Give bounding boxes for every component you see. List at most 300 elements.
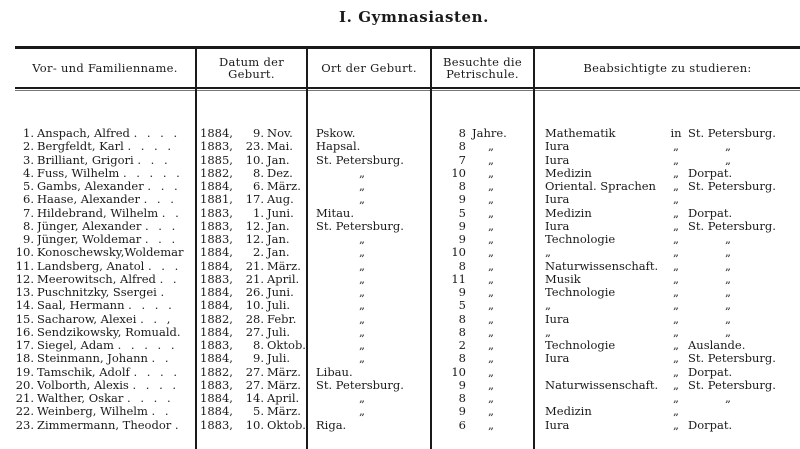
study-city: St. Petersburg. — [688, 377, 776, 392]
row-number: 14. — [15, 298, 34, 313]
birth-place: Libau. — [316, 364, 353, 379]
leader-dots: . . . — [147, 259, 182, 273]
school-years: 10 — [451, 245, 466, 260]
birth-place: Hapsal. — [316, 139, 361, 154]
birth-day: 5. — [253, 404, 264, 419]
table-row — [0, 127, 800, 140]
intended-subject: Medizin — [545, 404, 592, 419]
birth-year: 1883, — [200, 205, 233, 220]
study-city: „ — [725, 311, 731, 326]
student-name-text: Sendzikowsky, Romuald. — [37, 325, 181, 339]
birth-month: April. — [267, 391, 300, 405]
student-name-text: Konoschewsky,Woldemar — [37, 246, 184, 260]
school-years-unit: „ — [488, 404, 494, 419]
student-name-text: Puschnitzky, Ssergei — [37, 286, 157, 299]
in-word: „ — [673, 298, 679, 313]
birth-day: 28. — [245, 311, 264, 326]
school-years: 9 — [458, 285, 466, 299]
row-number: 17. — [15, 338, 34, 352]
study-city: Dorpat. — [688, 364, 733, 379]
birth-place: „ — [359, 391, 365, 405]
birth-year: 1884, — [200, 324, 233, 339]
leader-dots: . . . . — [128, 299, 175, 313]
birth-place: „ — [359, 179, 365, 193]
student-name — [37, 233, 190, 246]
birth-day: 6. — [253, 179, 264, 193]
school-years: 8 — [458, 126, 466, 140]
school-years: 9 — [458, 218, 466, 233]
header-date: Datum der Geburt. — [218, 55, 285, 81]
student-name — [37, 193, 190, 206]
birth-day: 2. — [253, 245, 264, 260]
study-city: Dorpat. — [688, 165, 733, 180]
leader-dots: . . . — [144, 233, 179, 246]
birth-day: 14. — [245, 391, 264, 405]
birth-place: „ — [359, 298, 365, 313]
table-row — [0, 180, 800, 193]
birth-year: 1881, — [200, 192, 233, 207]
student-name — [37, 246, 190, 259]
header-bottom-rule-thin — [15, 90, 800, 91]
student-name-text: Anspach, Alfred — [37, 127, 130, 140]
intended-subject: Technologie — [545, 338, 616, 352]
birth-place: „ — [359, 192, 365, 207]
leader-dots: . . — [151, 405, 172, 419]
birth-month: Oktob. — [267, 338, 306, 352]
student-name-text: Jünger, Alexander — [37, 219, 142, 233]
in-word: in — [670, 126, 682, 140]
birth-month: Oktob. — [267, 417, 306, 432]
table-row — [0, 366, 800, 379]
birth-month: März. — [267, 404, 301, 419]
school-years: 8 — [458, 391, 466, 405]
table-row — [0, 233, 800, 246]
intended-subject: Medizin — [545, 165, 592, 180]
header-place: Ort der Geburt. — [321, 61, 417, 75]
intended-subject: Iura — [545, 218, 570, 233]
school-years-unit: „ — [488, 298, 494, 313]
table-row — [0, 193, 800, 206]
row-number: 3. — [23, 152, 34, 167]
study-city: „ — [725, 232, 731, 246]
birth-month: Juni. — [267, 285, 294, 299]
leader-dots: . . — [159, 272, 180, 286]
birth-month: Jan. — [267, 152, 290, 167]
birth-day: 23. — [245, 139, 264, 154]
intended-subject: „ — [545, 245, 551, 260]
birth-day: 9. — [253, 126, 264, 140]
birth-year: 1884, — [200, 404, 233, 419]
birth-place: Riga. — [316, 417, 347, 432]
intended-subject: Iura — [545, 417, 570, 432]
leader-dots: . . , — [140, 312, 174, 326]
row-number: 16. — [15, 324, 34, 339]
birth-month: Dez. — [267, 165, 293, 180]
row-number: 20. — [15, 377, 34, 392]
student-name — [37, 154, 190, 167]
birth-day: 10. — [245, 298, 264, 313]
student-name — [37, 260, 190, 273]
student-name — [37, 127, 190, 140]
student-name — [37, 299, 190, 312]
birth-day: 8. — [253, 338, 264, 352]
intended-subject: „ — [545, 298, 551, 313]
intended-subject: Medizin — [545, 205, 592, 220]
student-name-text: Zimmermann, Theodor — [37, 418, 172, 432]
school-years-unit: „ — [488, 165, 494, 180]
school-years: 9 — [458, 404, 466, 419]
school-years: 8 — [458, 179, 466, 193]
student-name — [37, 339, 190, 352]
study-city: „ — [725, 245, 731, 260]
row-number: 1. — [23, 126, 34, 140]
student-name — [37, 273, 190, 286]
leader-dots: . . — [151, 352, 172, 366]
header-study: Beabsichtigte zu studieren: — [583, 61, 752, 75]
student-name — [37, 167, 190, 180]
birth-year: 1883, — [200, 218, 233, 233]
study-city: St. Petersburg. — [688, 179, 776, 193]
birth-day: 12. — [245, 232, 264, 246]
table-row — [0, 207, 800, 220]
in-word: „ — [673, 165, 679, 180]
leader-dots: . — [160, 286, 168, 299]
school-years-unit: Jahre. — [472, 126, 507, 140]
birth-day: 8. — [253, 165, 264, 180]
school-years-unit: „ — [488, 152, 494, 167]
school-years: 2 — [458, 338, 466, 352]
birth-month: März. — [267, 179, 301, 193]
table-row — [0, 154, 800, 167]
student-name — [37, 286, 190, 299]
school-years-unit: „ — [488, 351, 494, 366]
birth-year: 1882, — [200, 311, 233, 326]
school-years: 8 — [458, 351, 466, 366]
table-row — [0, 246, 800, 259]
school-years-unit: „ — [488, 285, 494, 299]
birth-place: Mitau. — [316, 205, 354, 220]
school-years: 8 — [458, 311, 466, 326]
birth-day: 9. — [253, 351, 264, 366]
header-bottom-rule — [15, 87, 800, 89]
study-city: Dorpat. — [688, 417, 733, 432]
birth-place: „ — [359, 245, 365, 260]
school-years-unit: „ — [488, 364, 494, 379]
birth-day: 12. — [245, 218, 264, 233]
table-row — [0, 339, 800, 352]
intended-subject: Oriental. Sprachen — [545, 179, 656, 193]
row-number: 21. — [15, 391, 34, 405]
birth-day: 27. — [245, 377, 264, 392]
row-number: 19. — [15, 364, 34, 379]
birth-place: St. Petersburg. — [316, 152, 404, 167]
birth-day: 17. — [245, 192, 264, 207]
in-word: „ — [673, 417, 679, 432]
student-name — [37, 140, 190, 153]
birth-day: 1. — [253, 205, 264, 220]
intended-subject: „ — [545, 324, 551, 339]
row-number: 15. — [15, 311, 34, 326]
student-name-text: Steinmann, Johann — [37, 352, 148, 366]
school-years: 5 — [458, 298, 466, 313]
birth-place: Pskow. — [316, 126, 356, 140]
birth-month: Juni. — [267, 205, 294, 220]
school-years: 9 — [458, 232, 466, 246]
in-word: „ — [673, 218, 679, 233]
student-name-text: Sacharow, Alexei — [37, 312, 137, 326]
school-years: 10 — [451, 364, 466, 379]
student-name — [37, 405, 190, 418]
student-name-text: Haase, Alexander — [37, 193, 140, 207]
intended-subject: Musik — [545, 271, 581, 286]
student-name-text: Landsberg, Anatol — [37, 259, 145, 273]
student-name — [37, 313, 190, 326]
row-number: 18. — [15, 351, 34, 366]
school-years-unit: „ — [488, 258, 494, 273]
birth-place: „ — [359, 404, 365, 419]
intended-subject: Naturwissenschaft. — [545, 377, 659, 392]
row-number: 4. — [23, 165, 34, 180]
intended-subject: Iura — [545, 311, 570, 326]
birth-year: 1884, — [200, 126, 233, 140]
birth-month: März. — [267, 258, 301, 273]
row-number: 11. — [15, 258, 34, 273]
birth-year: 1883, — [200, 377, 233, 392]
student-name-text: Siegel, Adam — [37, 339, 114, 352]
table-row — [0, 405, 800, 418]
table-row — [0, 352, 800, 365]
row-number: 23. — [15, 417, 34, 432]
table-row — [0, 299, 800, 312]
birth-day: 27. — [245, 324, 264, 339]
in-word: „ — [673, 285, 679, 299]
school-years: 11 — [451, 271, 466, 286]
student-name-text: Walther, Oskar — [37, 392, 124, 405]
row-number: 6. — [23, 192, 34, 207]
row-number: 2. — [23, 139, 34, 154]
intended-subject: Iura — [545, 139, 570, 154]
school-years-unit: „ — [488, 179, 494, 193]
birth-year: 1883, — [200, 417, 233, 432]
leader-dots: . . . — [143, 193, 177, 207]
student-name-text: Brilliant, Grigori — [37, 153, 134, 167]
school-years: 8 — [458, 258, 466, 273]
birth-month: Jan. — [267, 218, 290, 233]
birth-place: „ — [359, 285, 365, 299]
header-school: Besuchte die Petrischule. — [443, 55, 522, 81]
birth-year: 1884, — [200, 391, 233, 405]
school-years: 9 — [458, 377, 466, 392]
birth-month: Febr. — [267, 311, 297, 326]
in-word: „ — [673, 232, 679, 246]
birth-month: Nov. — [267, 126, 293, 140]
in-word: „ — [673, 179, 679, 193]
in-word: „ — [673, 245, 679, 260]
birth-year: 1883, — [200, 338, 233, 352]
in-word: „ — [673, 364, 679, 379]
table-row — [0, 140, 800, 153]
birth-year: 1884, — [200, 298, 233, 313]
birth-place: „ — [359, 351, 365, 366]
table-row — [0, 379, 800, 392]
row-number: 10. — [15, 245, 34, 260]
student-name — [37, 326, 190, 339]
birth-day: 26. — [245, 285, 264, 299]
table-row — [0, 273, 800, 286]
birth-place: St. Petersburg. — [316, 377, 404, 392]
school-years-unit: „ — [488, 245, 494, 260]
row-number: 12. — [15, 271, 34, 286]
birth-year: 1884, — [200, 179, 233, 193]
student-name-text: Hildebrand, Wilhelm — [37, 206, 159, 220]
in-word: „ — [673, 391, 679, 405]
birth-day: 10. — [245, 152, 264, 167]
birth-month: Jan. — [267, 232, 290, 246]
intended-subject: Technologie — [545, 232, 616, 246]
leader-dots: . . . . — [133, 365, 181, 379]
birth-year: 1883, — [200, 271, 233, 286]
intended-subject: Technologie — [545, 285, 616, 299]
row-number: 7. — [23, 205, 34, 220]
in-word: „ — [673, 311, 679, 326]
in-word: „ — [673, 258, 679, 273]
school-years-unit: „ — [488, 192, 494, 207]
student-name — [37, 366, 190, 379]
study-city: Dorpat. — [688, 205, 733, 220]
birth-place: „ — [359, 338, 365, 352]
table-row — [0, 220, 800, 233]
birth-year: 1884, — [200, 258, 233, 273]
in-word: „ — [673, 192, 679, 207]
study-city: „ — [725, 271, 731, 286]
table-row — [0, 286, 800, 299]
student-name-text: Weinberg, Wilhelm — [37, 405, 148, 419]
intended-subject: Naturwissenschaft. — [545, 258, 659, 273]
leader-dots: . . . — [145, 219, 179, 233]
study-city: „ — [725, 152, 731, 167]
in-word: „ — [673, 271, 679, 286]
birth-month: Mai. — [267, 139, 293, 154]
student-name-text: Gambs, Alexander — [37, 180, 144, 193]
birth-place: „ — [359, 271, 365, 286]
row-number: 22. — [15, 404, 34, 419]
student-name-text: Fuss, Wilhelm — [37, 166, 120, 180]
leader-dots: . . . . . — [117, 339, 178, 352]
intended-subject: Iura — [545, 192, 570, 207]
birth-month: März. — [267, 364, 301, 379]
table-row — [0, 392, 800, 405]
section-title: I. Gymnasiasten. — [339, 8, 489, 26]
student-name — [37, 207, 190, 220]
leader-dots: . . . . — [127, 140, 175, 154]
birth-year: 1884, — [200, 351, 233, 366]
intended-subject: Iura — [545, 152, 570, 167]
leader-dots: . . . . — [133, 127, 181, 140]
school-years-unit: „ — [488, 338, 494, 352]
birth-year: 1884, — [200, 245, 233, 260]
birth-day: 21. — [245, 258, 264, 273]
school-years-unit: „ — [488, 205, 494, 220]
student-name-text: Saal, Hermann — [37, 299, 125, 313]
birth-day: 27. — [245, 364, 264, 379]
birth-year: 1884, — [200, 285, 233, 299]
birth-year: 1882, — [200, 165, 233, 180]
school-years-unit: „ — [488, 218, 494, 233]
birth-day: 10. — [245, 417, 264, 432]
student-name — [37, 379, 190, 392]
study-city: „ — [725, 391, 731, 405]
birth-place: „ — [359, 165, 365, 180]
school-years: 7 — [458, 152, 466, 167]
birth-place: „ — [359, 311, 365, 326]
table-row — [0, 167, 800, 180]
study-city: „ — [725, 285, 731, 299]
leader-dots: . . — [161, 206, 182, 220]
student-name — [37, 220, 190, 233]
row-number: 5. — [23, 179, 34, 193]
school-years-unit: „ — [488, 417, 494, 432]
birth-year: 1885, — [200, 152, 233, 167]
birth-month: Juli. — [267, 324, 291, 339]
student-name-text: Jünger, Woldemar — [37, 233, 142, 246]
row-number: 13. — [15, 285, 34, 299]
school-years: 5 — [458, 205, 466, 220]
birth-year: 1882, — [200, 364, 233, 379]
school-years: 10 — [451, 165, 466, 180]
in-word: „ — [673, 152, 679, 167]
header-name: Vor- und Familienname. — [32, 61, 178, 75]
student-name-text: Bergfeldt, Karl — [37, 140, 124, 154]
school-years-unit: „ — [488, 271, 494, 286]
student-name-text: Meerowitsch, Alfred — [37, 272, 156, 286]
school-years: 8 — [458, 139, 466, 154]
school-years-unit: „ — [488, 232, 494, 246]
study-city: „ — [725, 298, 731, 313]
leader-dots: . — [174, 418, 182, 432]
student-name — [37, 180, 190, 193]
school-years: 8 — [458, 324, 466, 339]
study-city: St. Petersburg. — [688, 351, 776, 366]
study-city: „ — [725, 324, 731, 339]
school-years-unit: „ — [488, 391, 494, 405]
student-name — [37, 352, 190, 365]
leader-dots: . . . . — [127, 392, 174, 405]
birth-year: 1883, — [200, 232, 233, 246]
intended-subject: Mathematik — [545, 126, 616, 140]
study-city: „ — [725, 139, 731, 154]
birth-place: „ — [359, 324, 365, 339]
study-city: St. Petersburg. — [688, 218, 776, 233]
birth-month: Juli. — [267, 298, 291, 313]
intended-subject: Iura — [545, 351, 570, 366]
student-name — [37, 392, 190, 405]
row-number: 8. — [23, 218, 34, 233]
study-city: Auslande. — [688, 338, 746, 352]
birth-year: 1883, — [200, 139, 233, 154]
birth-place: „ — [359, 258, 365, 273]
row-number: 9. — [23, 232, 34, 246]
school-years-unit: „ — [488, 311, 494, 326]
in-word: „ — [673, 205, 679, 220]
birth-place: St. Petersburg. — [316, 218, 404, 233]
school-years: 9 — [458, 192, 466, 207]
student-name-text: Tamschik, Adolf — [37, 365, 130, 379]
school-years: 6 — [458, 417, 466, 432]
in-word: „ — [673, 377, 679, 392]
birth-place: „ — [359, 232, 365, 246]
leader-dots: . . . — [137, 153, 171, 167]
study-city: „ — [725, 258, 731, 273]
